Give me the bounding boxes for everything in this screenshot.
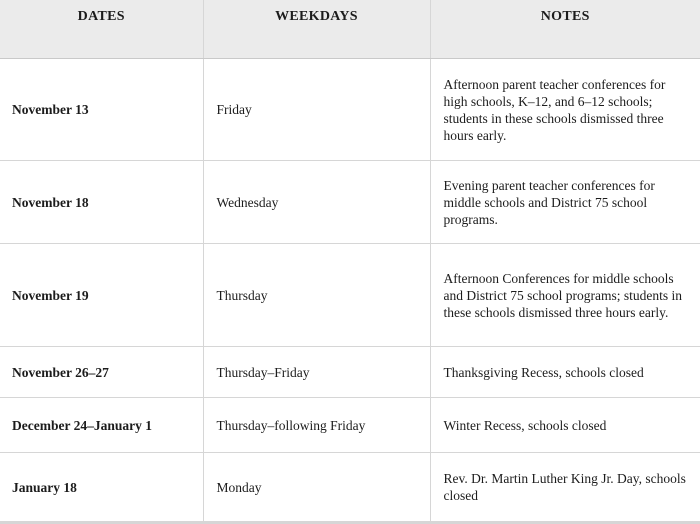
date-cell: November 19 [12, 287, 89, 303]
date-cell: November 18 [12, 194, 89, 210]
table-body [0, 59, 700, 523]
table-row [0, 453, 700, 523]
table-row [0, 398, 700, 453]
weekday-cell: Thursday–following Friday [203, 398, 430, 453]
table-row [0, 59, 700, 161]
weekday-cell: Friday [203, 59, 430, 161]
column-header-weekdays: WEEKDAYS [203, 0, 430, 59]
weekday-cell: Thursday–Friday [203, 347, 430, 398]
table-row [0, 244, 700, 347]
date-cell: December 24–January 1 [12, 417, 152, 433]
notes-cell: Afternoon Conferences for middle schools and District 75 school programs; students in these schools dismissed three hours early. [430, 244, 700, 347]
notes-cell: Evening parent teacher conferences for middle schools and District 75 school programs. [430, 161, 700, 244]
table-row [0, 347, 700, 398]
weekday-cell: Thursday [203, 244, 430, 347]
table-header [0, 0, 700, 59]
table-row [0, 161, 700, 244]
column-header-dates: DATES [0, 0, 203, 59]
header-row [0, 0, 700, 59]
date-cell: January 18 [12, 479, 77, 495]
notes-cell: Afternoon parent teacher conferences for high schools, K–12, and 6–12 schools; students in these schools dismissed three hours early. [430, 59, 700, 161]
notes-cell: Thanksgiving Recess, schools closed [430, 347, 700, 398]
column-header-notes: NOTES [430, 0, 700, 59]
date-cell: November 13 [12, 102, 89, 117]
date-cell: November 26–27 [12, 364, 109, 380]
weekday-cell: Wednesday [203, 161, 430, 244]
notes-cell: Rev. Dr. Martin Luther King Jr. Day, schools closed [430, 453, 700, 523]
weekday-cell: Monday [203, 453, 430, 523]
notes-cell: Winter Recess, schools closed [430, 398, 700, 453]
